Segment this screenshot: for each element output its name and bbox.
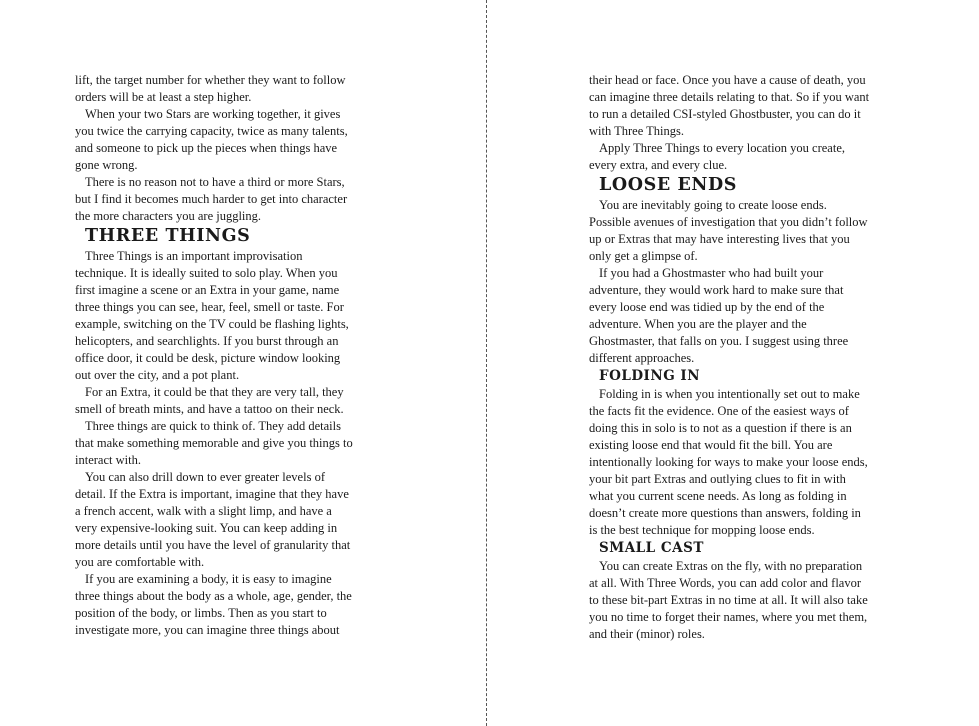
text-line: Apply Three Things to every location you create,: [599, 141, 845, 155]
text-line: with Three Things.: [589, 124, 685, 138]
text-line: position of the body, or limbs. Then as you start to: [75, 606, 327, 620]
text-line: every loose end was tidied up by the end of the: [589, 300, 825, 314]
text-line: every extra, and every clue.: [589, 158, 728, 172]
text-line: what you current scene needs. As long as folding in: [589, 489, 847, 503]
text-line: Three Things is an important improvisation: [85, 249, 303, 263]
text-line: up or Extras that may have interesting lives that you: [589, 232, 850, 246]
text-line: your bit part Extras and outlying clues to fit in with: [589, 472, 846, 486]
text-line: the more characters you are juggling.: [75, 209, 262, 223]
text-line: You can create Extras on the fly, with no preparation: [599, 559, 863, 573]
text-line: There is no reason not to have a third or more Stars,: [85, 175, 345, 189]
text-line: three things you can see, hear, feel, smell or taste. For: [75, 300, 344, 314]
text-line: interact with.: [75, 453, 141, 467]
text-line: a french accent, walk with a slight limp, and have a: [75, 504, 332, 518]
right-page: [589, 72, 901, 643]
text-line: smell of breath mints, and have a tattoo on their neck.: [75, 402, 344, 416]
text-line: only get a glimpse of.: [589, 249, 698, 263]
text-line: is the best technique for mopping loose ends.: [589, 523, 815, 537]
text-line: the facts fit the evidence. One of the easiest ways of: [589, 404, 849, 418]
text-line: gone wrong.: [75, 158, 138, 172]
text-line: For an Extra, it could be that they are very tall, they: [85, 385, 344, 399]
section-heading: LOOSE ENDS: [599, 175, 738, 195]
text-line: doesn’t create more questions than answers, folding in: [589, 506, 861, 520]
text-line: more details until you have the level of granularity that: [75, 538, 351, 552]
text-line: three things about the body as a whole, age, gender, the: [75, 589, 352, 603]
text-line: can imagine three details relating to that. So if you want: [589, 90, 870, 104]
text-line: existing loose end that would fit the bill. You are: [589, 438, 833, 452]
text-line: you twice the carrying capacity, twice as many talents,: [75, 124, 348, 138]
text-line: example, switching on the TV could be flashing lights,: [75, 317, 349, 331]
text-line: to these bit-part Extras in no time at all. It will also take: [589, 593, 868, 607]
text-line: If you had a Ghostmaster who had built your: [599, 266, 824, 280]
left-page: [75, 72, 380, 639]
text-line: adventure, they would work hard to make sure that: [589, 283, 844, 297]
text-line: different approaches.: [589, 351, 695, 365]
text-line: investigate more, you can imagine three things about: [75, 623, 340, 637]
text-line: lift, the target number for whether they want to follow: [75, 73, 346, 87]
text-line: and their (minor) roles.: [589, 627, 705, 641]
text-line: you no time to forget their names, where you met them,: [589, 610, 868, 624]
text-line: doing this in solo is to not as a question if there is an: [589, 421, 852, 435]
subsection-heading: FOLDING IN: [599, 368, 701, 384]
text-line: at all. With Three Words, you can add color and flavor: [589, 576, 862, 590]
text-line: that make something memorable and give you things to: [75, 436, 353, 450]
text-line: adventure. When you are the player and the: [589, 317, 807, 331]
text-line: technique. It is ideally suited to solo play. When you: [75, 266, 338, 280]
text-line: You can also drill down to ever greater levels of: [85, 470, 325, 484]
text-line: Ghostmaster, that falls on you. I suggest using three: [589, 334, 849, 348]
text-line: Possible avenues of investigation that you didn’t follow: [589, 215, 868, 229]
text-line: You are inevitably going to create loose ends.: [599, 198, 827, 212]
text-line: Three things are quick to think of. They add details: [85, 419, 341, 433]
section-heading: THREE THINGS: [85, 226, 251, 246]
text-line: you are comfortable with.: [75, 555, 205, 569]
text-line: to run a detailed CSI-styled Ghostbuster, you can do it: [589, 107, 861, 121]
text-line: their head or face. Once you have a cause of death, you: [589, 73, 866, 87]
text-line: Folding in is when you intentionally set out to make: [599, 387, 860, 401]
text-line: very expensive-looking suit. You can keep adding in: [75, 521, 338, 535]
text-line: When your two Stars are working together, it gives: [85, 107, 341, 121]
text-line: intentionally looking for ways to make your loose ends,: [589, 455, 868, 469]
text-line: If you are examining a body, it is easy to imagine: [85, 572, 332, 586]
text-line: first imagine a scene or an Extra in your game, name: [75, 283, 340, 297]
text-line: orders will be at least a step higher.: [75, 90, 252, 104]
text-line: and someone to pick up the pieces when things have: [75, 141, 338, 155]
subsection-heading: SMALL CAST: [599, 540, 704, 556]
text-line: helicopters, and searchlights. If you burst through an: [75, 334, 339, 348]
text-line: detail. If the Extra is important, imagine that they have: [75, 487, 349, 501]
page-gutter-divider: [486, 0, 487, 726]
text-line: but I find it becomes much harder to get into character: [75, 192, 348, 206]
text-line: office door, it could be desk, picture window looking: [75, 351, 341, 365]
text-line: out over the city, and a pot plant.: [75, 368, 240, 382]
